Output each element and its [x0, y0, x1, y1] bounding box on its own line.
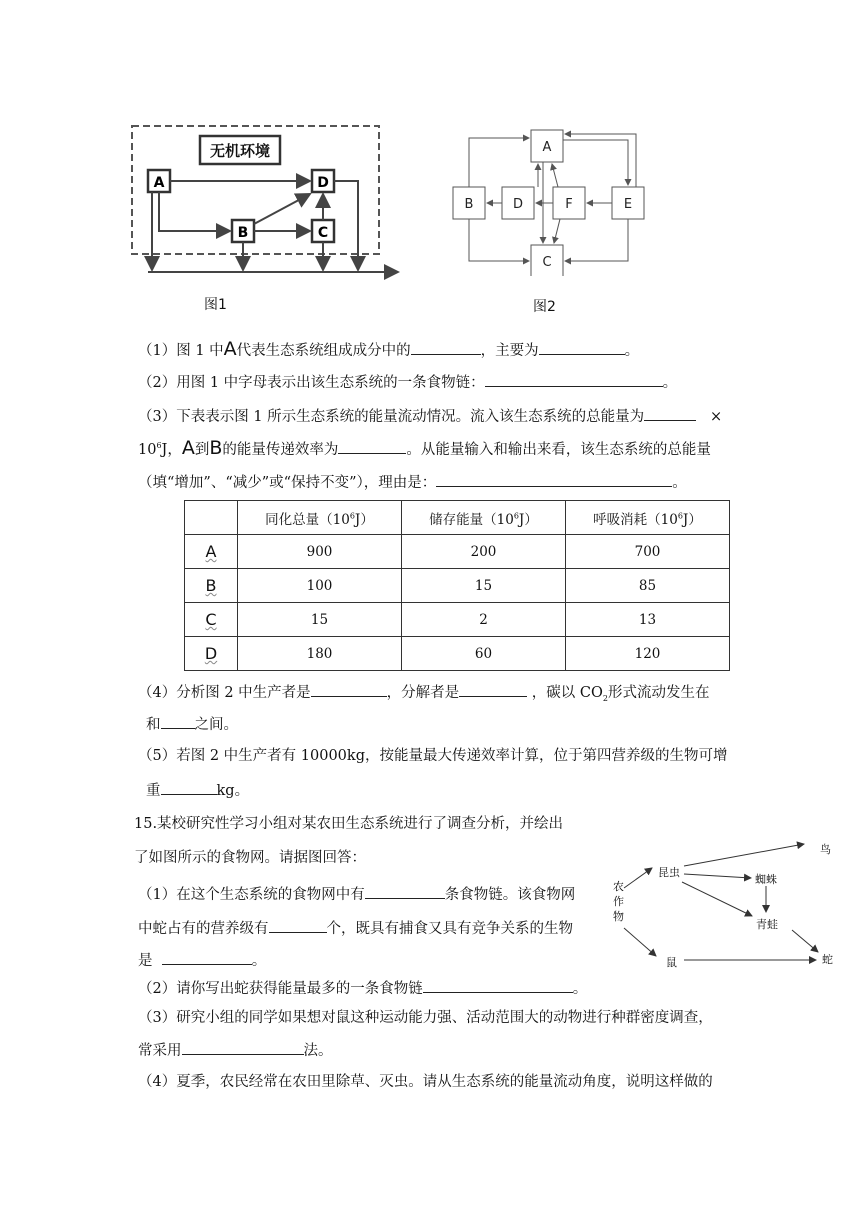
- answer-blank[interactable]: [539, 338, 625, 355]
- q15-p4-a: （4）夏季，农民经常在农田里除草、灭虫。请从生态系统的能量流动角度，说明这样做的: [138, 1074, 713, 1090]
- fig2-node-b-label: B: [464, 197, 474, 212]
- q14-p3-letter-b: B: [209, 436, 223, 459]
- q14-p3-fill-hint: （填“增加”、“减少”或“保持不变”），理由是：: [138, 475, 437, 491]
- q15-p1-a: （1）在这个生态系统的食物网中有: [138, 887, 365, 903]
- q14-part2: [138, 370, 677, 393]
- q14-p3-times: ×: [710, 409, 723, 425]
- table-cell: 900: [238, 535, 402, 569]
- figure-2-caption: 图2: [533, 299, 556, 315]
- answer-blank[interactable]: [485, 370, 663, 387]
- q14-p1-letter: A: [223, 338, 237, 360]
- q14-p2-text: （2）用图 1 中字母表示出该生态系统的一条食物链：: [138, 375, 485, 391]
- q15-part1-line2: [138, 916, 573, 939]
- q14-p1-end: 。: [624, 343, 640, 359]
- q15-part4: [138, 1072, 713, 1092]
- q15-p3-a: （3）研究: [138, 1010, 206, 1026]
- q15-p1-f: 。: [251, 953, 267, 969]
- q14-p4-end: 形式流动发生在: [607, 685, 710, 701]
- table-cell: 180: [238, 637, 402, 671]
- q15-part3-line1: [138, 1008, 713, 1028]
- fig1-node-b-label: B: [237, 225, 249, 241]
- q14-p3-power-base: 10: [138, 441, 157, 458]
- q14-p1-mid2: ，主要为: [480, 343, 539, 359]
- table-row-label: B: [205, 576, 217, 595]
- figure-1-caption: 图1: [204, 297, 227, 313]
- q14-p5-text: （5）若图 2 中生产者有 10000kg，按能量最大传递效率计算，位于第四营养级的生物可增: [138, 748, 728, 764]
- q15-p3-c: 常采用: [138, 1043, 182, 1059]
- energy-flow-table: [184, 500, 730, 671]
- answer-blank[interactable]: [161, 712, 195, 729]
- fig2-node-a-label: A: [542, 140, 552, 155]
- q15-intro1: 15.某校研究性学习小组对某农田生态系统进行了调查分析，并绘出: [134, 816, 564, 832]
- q15-p3-b: 小组的同学如果想对鼠这种运动能力强、活动范围大的动物进行种群密度调查，: [205, 1010, 713, 1026]
- fig1-node-d-label: D: [317, 175, 329, 191]
- q15-p1-e: 是: [138, 953, 153, 969]
- answer-blank[interactable]: [311, 680, 387, 697]
- food-web-frog: 青蛙: [756, 918, 778, 931]
- q14-p5-unit: kg。: [216, 783, 250, 799]
- q15-part3-line2: [138, 1038, 333, 1061]
- q14-p3-total: 。从能量输入和输出来看，该生态系统的总能量: [406, 441, 711, 458]
- q14-p1-mid: 代表生态系统组成成分中的: [236, 343, 411, 359]
- table-cell: 700: [566, 535, 730, 569]
- fig1-node-c-label: C: [317, 225, 329, 241]
- q14-part3-line3: [138, 470, 687, 493]
- q14-p3-power-exp: 6: [156, 441, 162, 450]
- table-cell: 13: [566, 603, 730, 637]
- table-cell: 200: [402, 535, 566, 569]
- food-web-diagram: [598, 832, 848, 980]
- table-cell: 2: [402, 603, 566, 637]
- q14-part1: [138, 338, 639, 361]
- fig1-arrows: [148, 181, 398, 272]
- table-corner: [185, 501, 238, 535]
- answer-blank[interactable]: [161, 778, 217, 795]
- q14-p3-efficiency: 的能量传递效率为: [222, 441, 339, 458]
- q14-part4-line1: [138, 680, 709, 709]
- table-row: [185, 637, 730, 671]
- q14-p1-before: （1）图 1 中: [138, 343, 224, 359]
- food-web-bird: 鸟: [820, 843, 831, 856]
- table-row-label: C: [205, 610, 217, 629]
- table-header-row: [185, 501, 730, 535]
- svg-text:作: 作: [613, 895, 624, 908]
- q15-part2: [138, 976, 587, 999]
- food-web-snake: 蛇: [822, 953, 833, 966]
- q15-intro2: 了如图所示的食物网。请据图回答：: [134, 850, 366, 866]
- q15-p1-d: 个，既具有捕食又具有竞争关系的生物: [326, 921, 573, 937]
- q14-p4-mid: ，分解者是: [386, 685, 460, 701]
- q14-p3-joule: J，: [161, 441, 182, 458]
- q15-part1-line1: [138, 882, 575, 905]
- table-row-label: A: [205, 542, 217, 561]
- q15-p1-b: 条食物链。该食物网: [444, 887, 576, 903]
- q14-p4-subscript: 2: [602, 693, 608, 703]
- inorganic-environment-title: 无机环境: [209, 142, 271, 160]
- table-cell: 15: [238, 603, 402, 637]
- q15-intro-line2: [134, 848, 366, 868]
- table-cell: 85: [566, 569, 730, 603]
- q15-p2-a: （2）请你写出蛇获得能量最多的一条食物链: [138, 981, 423, 997]
- answer-blank[interactable]: [459, 680, 527, 697]
- q14-part3-line2: [138, 436, 711, 460]
- svg-text:物: 物: [613, 910, 624, 923]
- figure-2-diagram: [430, 124, 660, 276]
- table-header-assimilation: 同化总量$(10^6J)$: [238, 501, 402, 535]
- q14-p3-letter-a: A: [181, 436, 195, 459]
- q14-part4-line2: [146, 712, 238, 735]
- answer-blank[interactable]: [162, 948, 252, 965]
- table-row-label: D: [204, 644, 218, 663]
- answer-blank[interactable]: [338, 437, 406, 454]
- food-web-mouse: 鼠: [666, 956, 677, 969]
- fig2-node-d-label: D: [512, 197, 524, 212]
- q14-p4-between: 之间。: [194, 717, 238, 733]
- q14-p5-weight: 重: [146, 783, 161, 799]
- fig2-node-c-label: C: [542, 255, 552, 270]
- q14-part5-line1: [138, 746, 727, 766]
- q15-intro-line1: [134, 814, 563, 834]
- table-cell: 120: [566, 637, 730, 671]
- food-web-insect: 昆虫: [658, 866, 680, 879]
- q14-p3-text: （3）下表表示图 1 所示生态系统的能量流动情况。流入该生态系统的总能量为: [138, 409, 645, 425]
- q14-p3-to: 到: [194, 441, 210, 458]
- figure-1-diagram: [128, 122, 408, 282]
- answer-blank[interactable]: [644, 404, 696, 421]
- table-cell: 15: [402, 569, 566, 603]
- answer-blank[interactable]: [411, 338, 481, 355]
- q15-part1-line3: [138, 948, 266, 971]
- table-row: [185, 603, 730, 637]
- table-cell: 60: [402, 637, 566, 671]
- table-row: [185, 535, 730, 569]
- answer-blank[interactable]: [423, 976, 573, 993]
- answer-blank[interactable]: [365, 882, 445, 899]
- answer-blank[interactable]: [182, 1038, 304, 1055]
- table-row: [185, 569, 730, 603]
- answer-blank[interactable]: [269, 916, 327, 933]
- q14-p4-and: 和: [146, 717, 161, 733]
- q14-p3-end: 。: [672, 475, 687, 491]
- fig1-node-a-label: A: [153, 175, 165, 191]
- food-web-arrows: [624, 844, 818, 960]
- answer-blank[interactable]: [436, 470, 672, 487]
- table-header-storage: 储存能量$(10^6J)$: [402, 501, 566, 535]
- table-cell: 100: [238, 569, 402, 603]
- q15-p1-c: 中蛇占有的营养级有: [138, 921, 269, 937]
- q14-p4-co2: ，碳以 CO: [531, 685, 603, 701]
- fig2-node-f-label: F: [565, 197, 573, 212]
- q15-p2-b: 。: [572, 981, 588, 997]
- q14-p2-end: 。: [662, 375, 678, 391]
- q14-part3-line1: [138, 404, 722, 427]
- food-web-crop-1: 农: [613, 880, 624, 893]
- table-header-respiration: 呼吸消耗$(10^6J)$: [566, 501, 730, 535]
- food-web-spider: 蜘蛛: [755, 873, 777, 886]
- q14-part5-line2: [146, 778, 249, 801]
- q14-p4-text: （4）分析图 2 中生产者是: [138, 685, 311, 701]
- fig2-node-e-label: E: [623, 197, 633, 212]
- q15-p3-d: 法。: [303, 1043, 333, 1059]
